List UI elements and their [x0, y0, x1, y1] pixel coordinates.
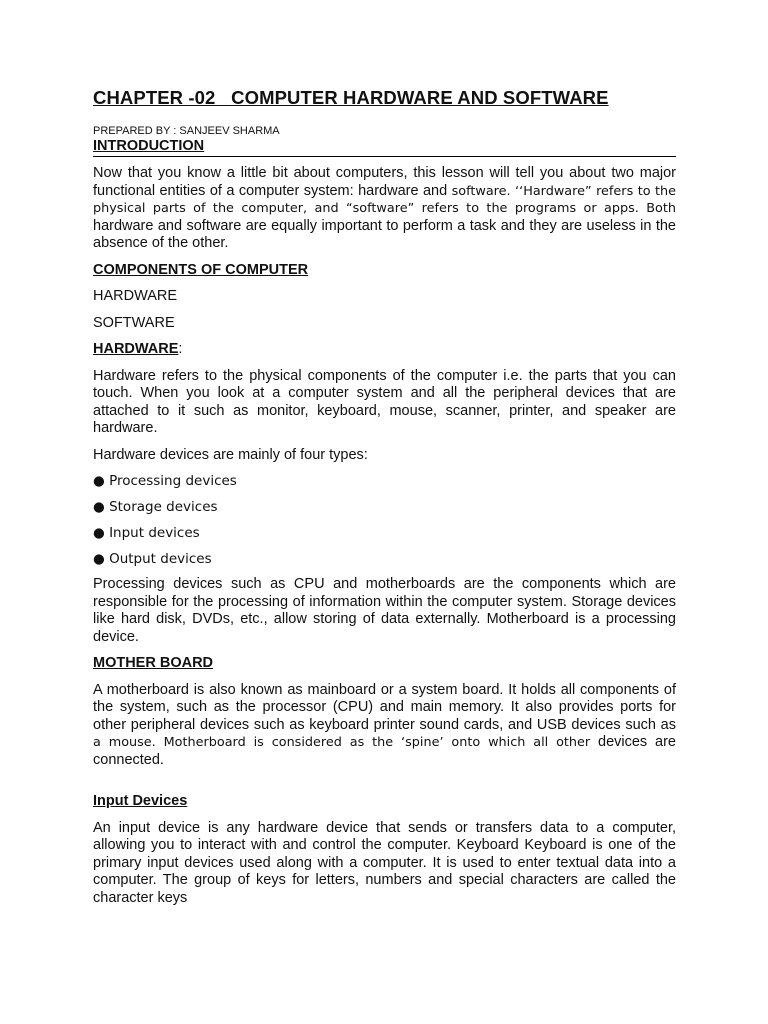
chapter-title: CHAPTER -02 COMPUTER HARDWARE AND SOFTWARE: [93, 87, 609, 108]
hardware-heading-colon: :: [178, 341, 183, 357]
components-heading: COMPONENTS OF COMPUTER: [93, 261, 309, 278]
motherboard-text-b: a mouse. Motherboard is considered as the ‘spine’ onto which all other: [93, 735, 591, 750]
intro-text-c: hardware and software are equally important to perform a task and they are useless in the absence of the other.: [93, 217, 676, 251]
processing-paragraph: Processing devices such as CPU and motherboards are the components which are responsible for the processing of information within the computer system. Storage devices like hard disk, DVDs, etc., allow storing of data externally. Motherboard is a processing device.: [93, 576, 676, 645]
prepared-by: PREPARED BY : SANJEEV SHARMA: [93, 125, 280, 137]
motherboard-paragraph: [93, 682, 676, 770]
list-item-storage: ● Storage devices: [93, 499, 218, 515]
hardware-heading: HARDWARE: [93, 341, 179, 357]
list-item-processing: ● Processing devices: [93, 473, 237, 489]
introduction-paragraph: [93, 165, 676, 253]
intro-text-a: Now that you know a little bit about computers, this lesson will tell you about two major functional entities of a computer system: hardware and: [93, 165, 676, 199]
component-software: SOFTWARE: [93, 314, 175, 331]
motherboard-text-c: devices are connected.: [93, 734, 676, 768]
list-item-output: ● Output devices: [93, 551, 212, 567]
list-item-input: ● Input devices: [93, 525, 200, 541]
motherboard-heading: MOTHER BOARD: [93, 655, 214, 671]
input-devices-heading: Input Devices: [93, 793, 188, 809]
introduction-heading: INTRODUCTION: [93, 138, 676, 157]
hardware-heading-line: [93, 341, 676, 359]
document-content: [93, 86, 676, 907]
hardware-types-intro: Hardware devices are mainly of four types:: [93, 446, 368, 463]
hardware-paragraph: Hardware refers to the physical components of the computer i.e. the parts that you can touch. When you look at a computer system and all the peripheral devices that are attached to it such as monitor, keyboard, mouse, scanner, printer, and speaker are hardware.: [93, 367, 676, 436]
intro-text-b: software. ‘‘Hardware” refers to the physical parts of the computer, and “software” refers to the programs or apps. Both: [93, 183, 676, 216]
component-hardware: HARDWARE: [93, 288, 178, 304]
motherboard-text-a: A motherboard is also known as mainboard or a system board. It holds all components of the system, such as the processor (CPU) and main memory. It also provides ports for other peripheral devices such as keyboard printer sound cards, and USB devices such as: [93, 681, 676, 733]
input-devices-paragraph: An input device is any hardware device that sends or transfers data to a computer, allowing you to interact with and control the computer. Keyboard Keyboard is one of the primary input devices used along with a computer. It is used to enter textual data into a computer. The group of keys for letters, numbers and special characters are called the character keys: [93, 819, 676, 906]
